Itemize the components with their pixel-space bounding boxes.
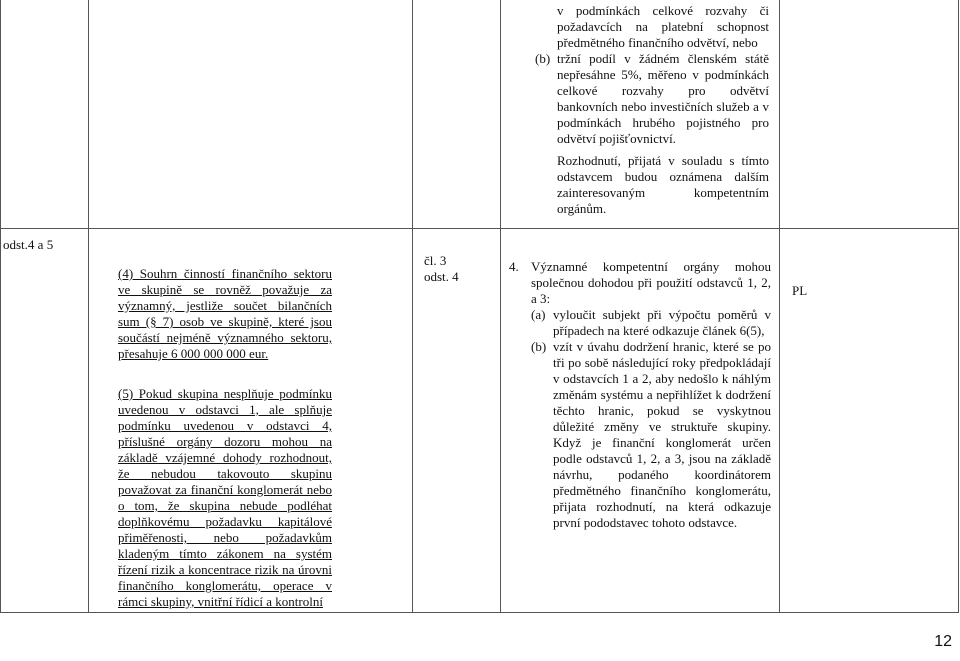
item-b-label: (b) xyxy=(535,51,551,66)
table-border-right xyxy=(958,0,959,612)
continuation-text: v podmínkách celkové rozvahy či požadavcích na platební schopnost předmětného finančního odvětví, nebo xyxy=(557,3,769,50)
paragraph-number: 4. xyxy=(509,259,519,274)
item-b-text: tržní podíl v žádném členském státě nepřesáhne 5%, měřeno v podmínkách celkové rozvahy pro odvětví bankovních nebo investičních služeb a v podmínkách hrubého pojistného pro odvětví pojišťovnictví. xyxy=(557,51,769,146)
article-ref-cell xyxy=(424,237,494,285)
article-ref-text: čl. 3 odst. 4 xyxy=(424,253,459,284)
column-divider-2 xyxy=(412,0,413,612)
top-cell-text xyxy=(535,3,769,217)
item-b xyxy=(535,51,769,147)
column-divider-3 xyxy=(500,0,501,612)
column-divider-4 xyxy=(779,0,780,612)
directive-cell xyxy=(509,259,771,531)
closing-text: Rozhodnutí, přijatá v souladu s tímto odstavcem budou oznámena dalším zainteresovaným kompetentním orgánům. xyxy=(557,153,769,216)
row-divider xyxy=(0,228,959,229)
item-b-directive-label: (b) xyxy=(531,339,547,354)
item-a xyxy=(531,307,771,339)
paragraph-intro xyxy=(509,259,771,307)
status-cell xyxy=(792,283,832,299)
page-number: 12 xyxy=(934,633,952,650)
item-b-directive-text: vzít v úvahu dodržení hranic, které se po tři po sobě následující roky předpokládají v odstavcích 1 a 2, aby nedošlo k náhlým změnám systému a nepřihlížet k dodržení těchto hranic, pokud se vyskytnou důležité změny ve struktuře skupiny. Když je finanční konglomerát určen podle odstavců 1, 2, a 3, jsou na základě návrhu, podaného koordinátorem předmětného finančního konglomerátu, přijata rozhodnutí, na která odkazuje první pododstavec tohoto odstavce. xyxy=(553,339,771,530)
paragraph-4: (4) Souhrn činností finančního sektoru ve skupině se rovněž považuje za významný, jestliže součet bilančních sum (§ 7) osob ve skupině, které jsou součástí nejméně významného sektoru, přesahuje 6 000 000 000 eur. xyxy=(118,266,332,361)
reference-cell xyxy=(3,237,87,253)
table-border-left xyxy=(0,0,1,612)
item-a-text: vyloučit subjekt při výpočtu poměrů v případech na které odkazuje článek 6(5), xyxy=(553,307,771,338)
table-border-bottom xyxy=(0,612,959,613)
item-b-directive xyxy=(531,339,771,531)
column-divider-1 xyxy=(88,0,89,612)
national-law-cell xyxy=(118,266,332,610)
paragraph-5: (5) Pokud skupina nesplňuje podmínku uvedenou v odstavci 1, ale splňuje podmínku uvedenou v odstavci 4, příslušné orgány dozoru mohou na základě vzájemné dohody rozhodnout, že nebudou takovouto skupinu považovat za finanční konglomerát nebo o tom, že skupina nebude podléhat doplňkovému požadavku kapitálové přiměřenosti, nebo požadavkům kladeným tímto zákonem na systém řízení rizik a koncentrace rizik na úrovni finančního konglomerátu, operace v rámci skupiny, vnitřní řídicí a kontrolní xyxy=(118,386,332,609)
paragraph-intro-text: Významné kompetentní orgány mohou společnou dohodou při použití odstavců 1, 2, a 3: xyxy=(531,259,771,306)
reference-text: odst.4 a 5 xyxy=(3,237,54,252)
item-a-label: (a) xyxy=(531,307,546,322)
status-text: PL xyxy=(792,283,808,298)
